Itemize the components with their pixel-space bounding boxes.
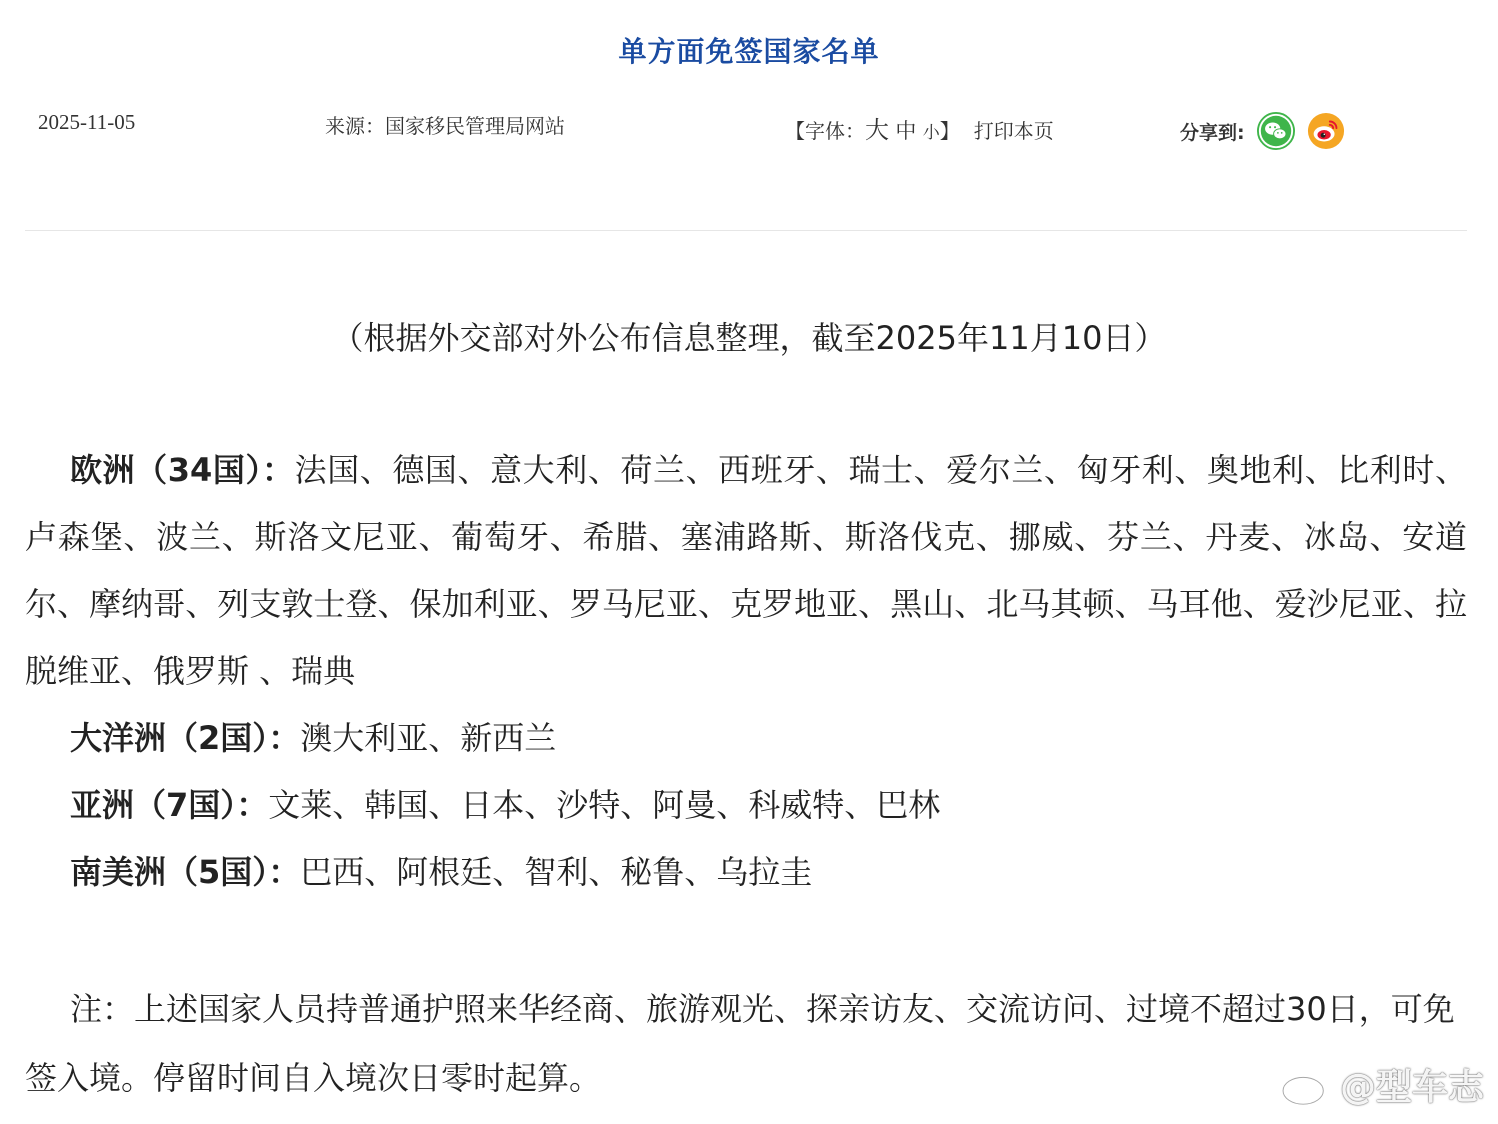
weibo-watermark-icon — [1278, 1062, 1336, 1108]
font-medium-button[interactable]: 中 — [895, 119, 917, 143]
region-label: 亚洲（7国）： — [70, 786, 269, 824]
region-label: 欧洲（34国）： — [70, 451, 295, 489]
region-countries: 巴西、阿根廷、智利、秘鲁、乌拉圭 — [300, 853, 813, 891]
region-paragraph-south-america — [25, 839, 1467, 906]
watermark-text: @型车志 — [1339, 1067, 1484, 1108]
font-label-close: 】 — [939, 119, 960, 143]
font-size-controls — [785, 110, 1054, 145]
region-label: 南美洲（5国）： — [70, 853, 301, 891]
watermark — [1278, 1059, 1484, 1110]
font-small-button[interactable]: 小 — [922, 123, 940, 143]
region-paragraph-asia — [25, 772, 1467, 839]
header-divider — [25, 230, 1467, 231]
region-countries: 澳大利亚、新西兰 — [300, 719, 557, 757]
article-body — [25, 437, 1467, 906]
wechat-icon[interactable] — [1257, 112, 1295, 150]
region-countries: 文莱、韩国、日本、沙特、阿曼、科威特、巴林 — [268, 786, 941, 824]
font-large-button[interactable]: 大 — [865, 116, 889, 144]
print-page-link[interactable]: 打印本页 — [973, 119, 1054, 143]
region-label: 大洋洲（2国）： — [70, 719, 301, 757]
article-note — [25, 975, 1467, 1113]
publish-date: 2025-11-05 — [38, 110, 136, 134]
source-label: 来源：国家移民管理局网站 — [325, 114, 565, 138]
note-text: 注：上述国家人员持普通护照来华经商、旅游观光、探亲访友、交流访问、过境不超过30日，可免签入境。停留时间自入境次日零时起算。 — [25, 990, 1455, 1097]
article-subtitle: （根据外交部对外公布信息整理，截至2025年11月10日） — [331, 319, 1167, 357]
share-bar — [1180, 112, 1345, 150]
region-paragraph-oceania — [25, 705, 1467, 772]
article-title: 单方面免签国家名单 — [618, 35, 880, 68]
region-paragraph-europe — [25, 437, 1467, 705]
region-countries: 法国、德国、意大利、荷兰、西班牙、瑞士、爱尔兰、匈牙利、奥地利、比利时、卢森堡、波兰、斯洛文尼亚、葡萄牙、希腊、塞浦路斯、斯洛伐克、挪威、芬兰、丹麦、冰岛、安道尔、摩纳哥、列支敦士登、保加利亚、罗马尼亚、克罗地亚、黑山、北马其顿、马耳他、爱沙尼亚、拉脱维亚、俄罗斯 、瑞典 — [25, 451, 1467, 690]
weibo-icon[interactable] — [1307, 112, 1345, 150]
font-label-open: 【字体： — [785, 119, 865, 143]
share-label: 分享到: — [1180, 121, 1245, 144]
